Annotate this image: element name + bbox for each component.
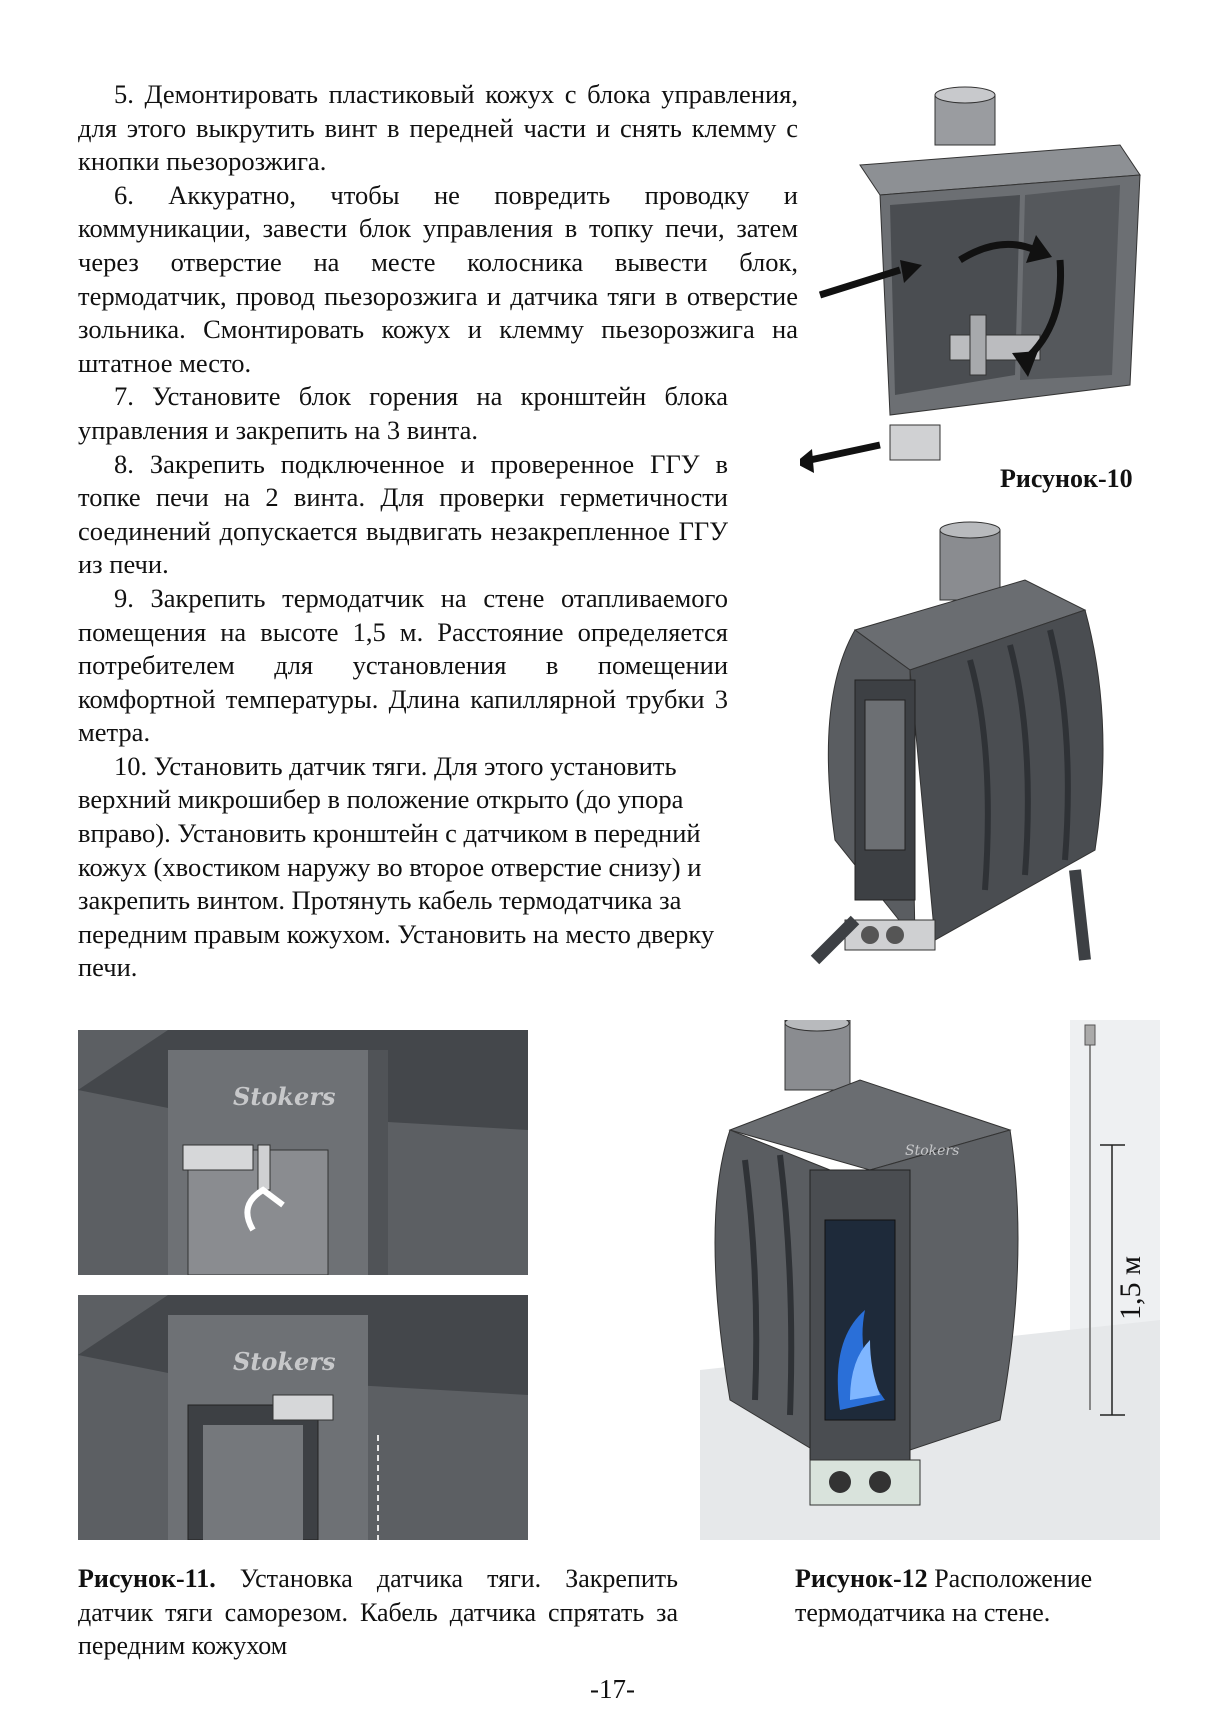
step-6: 6. Аккуратно, чтобы не повредить проводку и коммуникации, завести блок управления в топку печи, затем через отверстие на месте колосника вывести блок, термодатчик, провод пьезорозжига и датчика тяги в отверстие зольника. Смонтировать кожух и клемму пьезорозжига на штатное место. [78, 179, 798, 378]
figure-10-caption: Рисунок-10 [1000, 464, 1133, 493]
installation-steps [78, 78, 798, 985]
step-10: 10. Установить датчик тяги. Для этого установить верхний микрошибер в положение открыто (до упора вправо). Установить кронштейн с датчиком в передний кожух (хвостиком наружу во второе отверстие снизу) и закрепить винтом. Протянуть кабель термодатчика за передним правым кожухом. Установить на место дверку печи. [78, 750, 715, 983]
figure-11-bottom-logo: Stokers [233, 1347, 336, 1376]
step-7: 7. Установите блок горения на кронштейн блока управления и закрепить на 3 винта. [78, 381, 728, 445]
figure-12-text: Расположение термодатчика на стене. [795, 1564, 1093, 1627]
page-number: -17- [590, 1674, 635, 1704]
figure-12-image [700, 1020, 1160, 1540]
figure-11-top-image [78, 1030, 528, 1275]
figure-11-text: Установка датчика тяги. Закрепить датчик тяги саморезом. Кабель датчика спрятать за передним кожухом [78, 1564, 678, 1661]
figure-12-logo: Stokers [905, 1143, 960, 1159]
stove-illustration [795, 520, 1155, 1000]
figure-10-image [800, 85, 1160, 505]
figure-12-caption [795, 1562, 1165, 1629]
figure-11-caption [78, 1562, 678, 1663]
figure-12-height-label: 1,5 м [1114, 1256, 1147, 1320]
figure-11-bottom-image [78, 1295, 528, 1540]
figure-12-label: Рисунок-12 [795, 1564, 928, 1593]
step-8: 8. Закрепить подключенное и проверенное ГГУ в топке печи на 2 винта. Для проверки герметичности соединений допускается выдвигать незакрепленное ГГУ из печи. [78, 448, 728, 580]
figure-11-top-logo: Stokers [233, 1082, 336, 1111]
figure-11-label: Рисунок-11. [78, 1564, 216, 1593]
step-9: 9. Закрепить термодатчик на стене отапливаемого помещения на высоте 1,5 м. Расстояние определяется потребителем для установления в помещении комфортной температуры. Длина капиллярной трубки 3 метра. [78, 582, 728, 748]
step-5: 5. Демонтировать пластиковый кожух с блока управления, для этого выкрутить винт в передней части и снять клемму с кнопки пьезорозжига. [78, 79, 798, 177]
